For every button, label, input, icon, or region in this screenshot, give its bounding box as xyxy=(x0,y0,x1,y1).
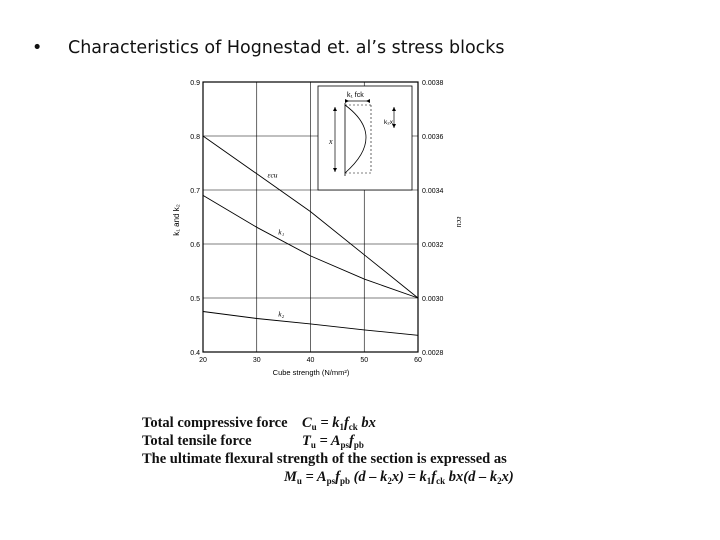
x-tick-label: 50 xyxy=(360,357,369,364)
right-axis-ticks xyxy=(422,80,444,357)
tensile-expression: $T_u = A_{ps}f_{pb}$ xyxy=(302,433,364,450)
compressive-label: Total compressive force xyxy=(142,415,288,431)
x-tick-label: 40 xyxy=(306,357,315,364)
y-tick-label: 0.6 xyxy=(190,242,200,249)
left-axis-ticks xyxy=(190,80,200,357)
y2-tick-label: 0.0032 xyxy=(422,242,444,249)
stress-block-chart xyxy=(165,70,465,380)
x-axis-label: Cube strength (N/mm²) xyxy=(272,368,350,377)
bullet-icon: • xyxy=(32,38,43,58)
y-tick-label: 0.5 xyxy=(190,296,200,303)
inset-top-label: k₁ fck xyxy=(347,92,364,99)
moment-expression: $M_u = A_{ps}f_{pb}$ $(d - k_2x) = k_1f_{ck}$ $bx(d - k_2x)$ xyxy=(284,469,514,486)
y2-tick-label: 0.0036 xyxy=(422,134,444,141)
y-tick-label: 0.9 xyxy=(190,80,200,87)
y2-tick-label: 0.0038 xyxy=(422,80,444,87)
y-tick-label: 0.7 xyxy=(190,188,200,195)
x-tick-label: 20 xyxy=(199,357,207,364)
series-label-εcu: εcu xyxy=(267,170,278,180)
x-axis-ticks xyxy=(199,357,422,364)
compressive-expression: $C_u = k_1f_{ck}$ bx xyxy=(302,415,376,432)
x-tick-label: 60 xyxy=(414,357,422,364)
stress-block-inset xyxy=(318,86,412,190)
tensile-label: Total tensile force xyxy=(142,433,252,449)
y-axis-label: k₁ and k₂ xyxy=(172,204,181,236)
y2-tick-label: 0.0030 xyxy=(422,296,444,303)
y-tick-label: 0.4 xyxy=(190,350,200,357)
y2-tick-label: 0.0034 xyxy=(422,188,444,195)
inset-left-label: x xyxy=(329,137,333,146)
x-tick-label: 30 xyxy=(252,357,261,364)
series-label-k2: k₂ xyxy=(278,309,285,319)
series-label-k1: k₁ xyxy=(278,227,285,237)
y2-tick-label: 0.0028 xyxy=(422,350,444,357)
inset-right-label: k₂x xyxy=(384,119,394,126)
y2-axis-label: εcu xyxy=(455,216,464,228)
slide-title-text: Characteristics of Hognestad et. al’s stress blocks xyxy=(68,38,505,58)
y-tick-label: 0.8 xyxy=(190,134,200,141)
slide-title xyxy=(32,38,505,58)
